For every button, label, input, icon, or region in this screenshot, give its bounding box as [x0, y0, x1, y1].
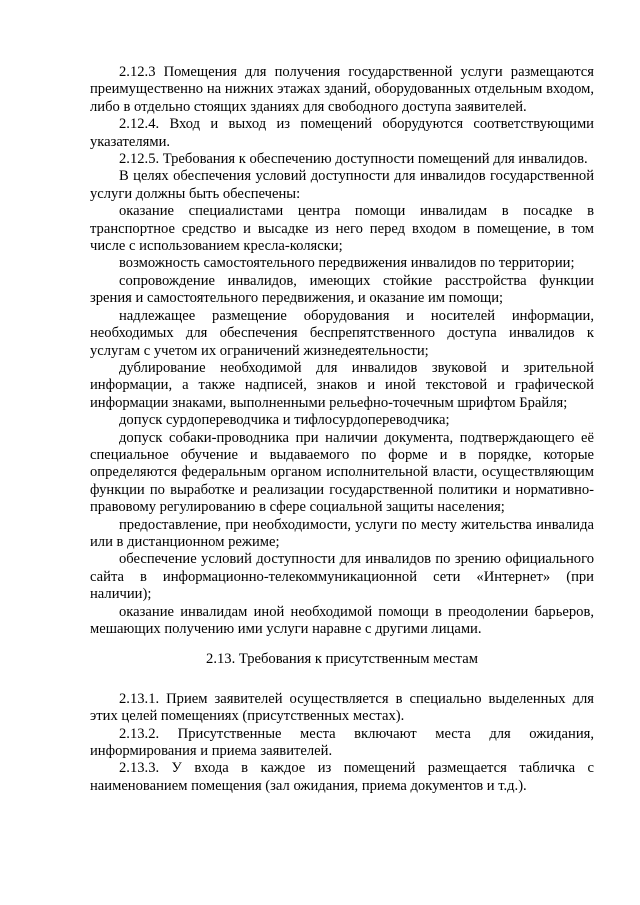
section-heading-2-13: 2.13. Требования к присутственным местам: [206, 651, 478, 668]
list-item: сопровождение инвалидов, имеющих стойкие расстройства функции зрения и самостоятельного передвижения, и оказание им помощи;: [90, 272, 594, 307]
list-item: возможность самостоятельного передвижения инвалидов по территории;: [119, 255, 575, 272]
paragraph-2-12-5: 2.12.5. Требования к обеспечению доступности помещений для инвалидов.: [119, 151, 588, 168]
paragraph-2-13-3: 2.13.3. У входа в каждое из помещений размещается табличка с наименованием помещения (зал ожидания, приема документов и т.д.).: [90, 760, 594, 794]
list-item: оказание специалистами центра помощи инвалидам в посадке в транспортное средство и высадке из него перед входом в помещение, в том числе с использованием кресла-коляски;: [90, 203, 594, 255]
paragraph-accessibility-intro: В целях обеспечения условий доступности для инвалидов государственной услуги должны быть обеспечены:: [90, 168, 594, 202]
list-item: оказание инвалидам иной необходимой помощи в преодолении барьеров, мешающих получению ими услуги наравне с другими лицами.: [90, 603, 594, 637]
paragraph-2-12-4: 2.12.4. Вход и выход из помещений оборудуются соответствующими указателями.: [90, 116, 594, 150]
list-item: предоставление, при необходимости, услуги по месту жительства инвалида или в дистанционном режиме;: [90, 516, 594, 550]
paragraph-2-13-2: 2.13.2. Присутственные места включают места для ожидания, информирования и приема заявителей.: [90, 725, 594, 760]
list-item: дублирование необходимой для инвалидов звуковой и зрительной информации, а также надписей, знаков и иной текстовой и графической информации знаками, выполненными рельефно-точечным шрифтом Брайля;: [90, 359, 594, 411]
list-item: надлежащее размещение оборудования и носителей информации, необходимых для обеспечения беспрепятственного доступа инвалидов к услугам с учетом их ограничений жизнедеятельности;: [90, 307, 594, 359]
list-item: допуск сурдопереводчика и тифлосурдопереводчика;: [119, 412, 450, 429]
document-body: [90, 64, 594, 795]
paragraph-2-13-1: 2.13.1. Прием заявителей осуществляется в специально выделенных для этих целей помещениях (присутственных местах).: [90, 690, 594, 725]
list-item: допуск собаки-проводника при наличии документа, подтверждающего её специальное обучение и выдаваемого по форме и в порядке, которые определяются федеральным органом исполнительной власти, осуществляющим функции по выработке и реализации государственной политики и нормативно-правовому регулированию в сфере социальной защиты населения;: [90, 429, 594, 516]
paragraph-2-12-3: 2.12.3 Помещения для получения государственной услуги размещаются преимущественно на нижних этажах зданий, оборудованных отдельным входом, либо в отдельно стоящих зданиях для свободного доступа заявителей.: [90, 64, 594, 115]
list-item: обеспечение условий доступности для инвалидов по зрению официального сайта в информационно-телекоммуникационной сети «Интернет» (при наличии);: [90, 551, 594, 603]
